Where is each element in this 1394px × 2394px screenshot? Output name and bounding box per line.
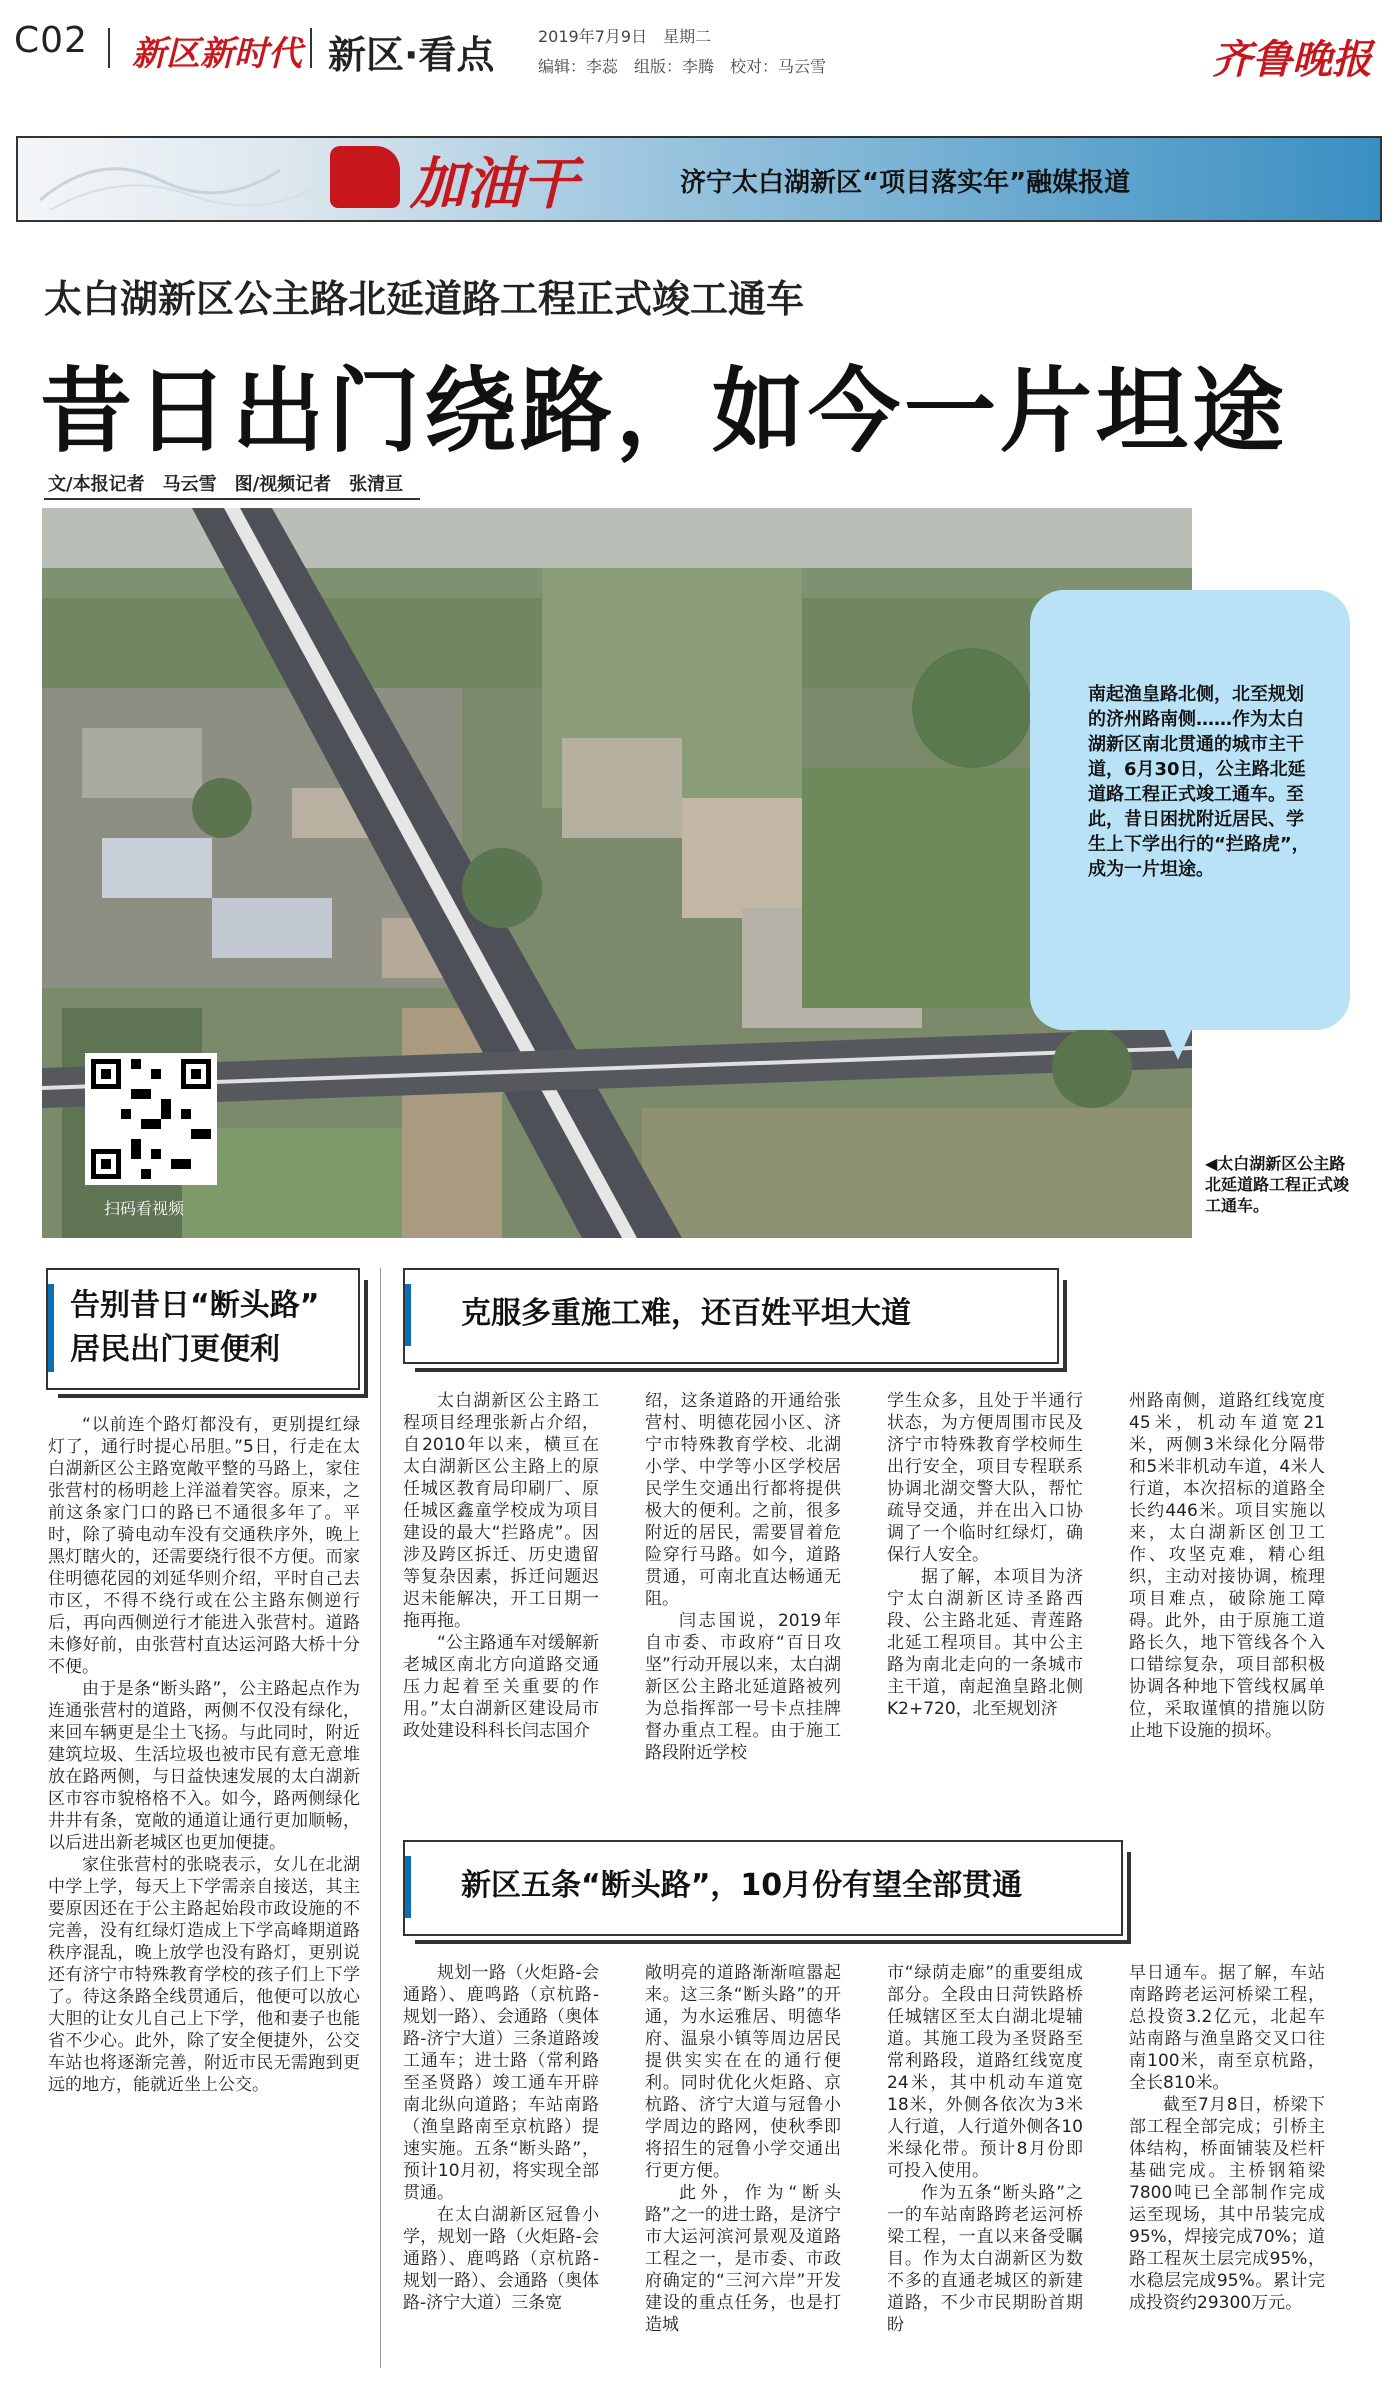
qr-label: 扫码看视频 bbox=[104, 1199, 185, 1218]
banner-report-title: 济宁太白湖新区“项目落实年”融媒报道 bbox=[680, 168, 1131, 198]
paragraph: 在太白湖新区冠鲁小学，规划一路（火炬路-会通路）、鹿鸣路（京杭路-规划一路）、会通路（奥体路-济宁大道）三条宽 bbox=[403, 2205, 599, 2313]
qr-code-icon bbox=[91, 1059, 211, 1179]
paragraph: 规划一路（火炬路-会通路）、鹿鸣路（京杭路-规划一路）、会通路（奥体路-济宁大道）三条道路竣工通车；进士路（常利路至圣贤路）竣工通车开辟南北纵向道路；车站南路（渔皇路南至京杭路）提速实施。五条“断头路”，预计10月初，将实现全部贯通。 bbox=[403, 1963, 599, 2203]
paragraph: 由于是条“断头路”，公主路起点作为连通张营村的道路，两侧不仅没有绿化，来回车辆更是尘土飞扬。与此同时，附近建筑垃圾、生活垃圾也被市民有意无意堆放在路两侧，与日益快速发展的太白湖新区市容市貌格格不入。如今，路两侧绿化井井有条，宽敞的通道让通行更加顺畅，以后进出新老城区也更加便捷。 bbox=[48, 1679, 360, 1853]
section1-title-line1: 告别昔日“断头路” bbox=[70, 1288, 320, 1323]
section3-heading-box bbox=[403, 1840, 1123, 1936]
column-divider bbox=[380, 1268, 381, 2368]
article-headline: 昔日出门绕路，如今一片坦途 bbox=[40, 358, 1289, 465]
section2-col3 bbox=[887, 1390, 1083, 1720]
paragraph: 绍，这条道路的开通给张营村、明德花园小区、济宁市特殊教育学校、北湖小学、中学等小区学校居民学生交通出行都将提供极大的便利。之前，很多附近的居民，需要冒着危险穿行马路。如今，道路贯通，可南北直达畅通无阻。 bbox=[645, 1391, 841, 1609]
heading-accent bbox=[405, 1284, 411, 1346]
paragraph: 州路南侧，道路红线宽度45米，机动车道宽21米，两侧3米绿化分隔带和5米非机动车道，4米人行道，本次招标的道路全长约446米。项目实施以来，太白湖新区创卫工作、攻坚克难，精心组织，主动对接协调，梳理项目难点，破除施工障碍。此外，由于原施工道路长久，地下管线各个入口错综复杂，项目部积极协调各种地下管线权属单位，采取谨慎的措施以防止地下设施的损坏。 bbox=[1129, 1391, 1325, 1741]
article-kicker: 太白湖新区公主路北延道路工程正式竣工通车 bbox=[44, 277, 805, 321]
section1-body bbox=[48, 1414, 360, 2096]
issue-date: 2019年7月9日 星期二 bbox=[538, 27, 712, 46]
paragraph: 作为五条“断头路”之一的车站南路跨老运河桥梁工程，一直以来备受瞩目。作为太白湖新区为数不多的直通老城区的新建道路，不少市民期盼首期盼 bbox=[887, 2183, 1083, 2335]
paragraph: 太白湖新区公主路工程项目经理张新占介绍，自2010年以来，横亘在太白湖新区公主路上的原任城区教育局印刷厂、原任城区鑫童学校成为项目建设的最大“拦路虎”。因涉及跨区拆迁、历史遗留等复杂因素，拆迁问题迟迟未能解决，开工日期一拖再拖。 bbox=[403, 1391, 599, 1631]
paragraph: 市“绿荫走廊”的重要组成部分。全段由日菏铁路桥任城辖区至太白湖北堤辅道。其施工段为圣贤路至常利路段，道路红线宽度24米，其中机动车道宽18米，外侧各依次为3米人行道，人行道外侧各10米绿化带。预计8月份即可投入使用。 bbox=[887, 1963, 1083, 2181]
callout-text: 南起渔皇路北侧，北至规划的济州路南侧……作为太白湖新区南北贯通的城市主干道，6月30日，公主路北延道路工程正式竣工通车。至此，昔日困扰附近居民、学生上下学出行的“拦路虎”，成为一片坦途。 bbox=[1088, 684, 1310, 880]
page-number: C02 bbox=[14, 20, 88, 61]
masthead-divider bbox=[310, 28, 312, 68]
qr-code[interactable] bbox=[85, 1053, 217, 1185]
article-byline: 文/本报记者 马云雪 图/视频记者 张清亘 bbox=[48, 474, 404, 495]
byline-rule bbox=[44, 498, 420, 500]
paragraph: “公主路通车对缓解新老城区南北方向道路交通压力起着至关重要的作用。”太白湖新区建设局市政处建设科科长闫志国介 bbox=[403, 1633, 599, 1741]
banner-slogan: 加油干 bbox=[410, 152, 578, 217]
section3-col1 bbox=[403, 1962, 599, 2314]
paragraph: “以前连个路灯都没有，更别提红绿灯了，通行时提心吊胆。”5日，行走在太白湖新区公主路宽敞平整的马路上，家住张营村的杨明趁上洋溢着笑容。原来，之前这条家门口的路已不通很多年了。平时，除了骑电动车没有交通秩序外，晚上黑灯瞎火的，还需要绕行很不方便。而家住明德花园的刘延华则介绍，平时自己去市区，不得不绕行或在公主路东侧逆行后，再向西侧逆行才能进入张营村。道路未修好前，由张营村直达运河路大桥十分不便。 bbox=[48, 1415, 360, 1677]
paragraph: 家住张营村的张晓表示，女儿在北湖中学上学，每天上下学需亲自接送，其主要原因还在于公主路起始段市政设施的不完善，没有红绿灯造成上下学高峰期道路秩序混乱，晚上放学也没有路灯，更别说还有济宁市特殊教育学校的孩子们上下学了。待这条路全线贯通后，他便可以放心大胆的让女儿自己上下学，他和妻子也能省不少心。此外，除了安全便捷外，公交车站也将逐渐完善，附近市民无需跑到更远的地方，能就近坐上公交。 bbox=[48, 1855, 360, 2095]
section3-col3 bbox=[887, 1962, 1083, 2336]
section2-col2 bbox=[645, 1390, 841, 1764]
section-name: 新区·看点 bbox=[328, 33, 495, 77]
newspaper-logo: 齐鲁晚报 bbox=[1212, 37, 1372, 83]
section1-title-line2: 居民出门更便利 bbox=[70, 1332, 280, 1367]
banner-decoration bbox=[40, 140, 340, 214]
section2-heading-box bbox=[403, 1268, 1059, 1364]
paragraph: 截至7月8日，桥梁下部工程全部完成；引桥主体结构，桥面铺装及栏杆基础完成。主桥钢箱梁7800吨已全部制作完成运至现场，其中吊装完成95%，焊接完成70%；道路工程灰土层完成95%，水稳层完成95%。累计完成投资约29300万元。 bbox=[1129, 2095, 1325, 2313]
paragraph: 早日通车。据了解，车站南路跨老运河桥梁工程，总投资3.2亿元，北起车站南路与渔皇路交叉口往南100米，南至京杭路，全长810米。 bbox=[1129, 1963, 1325, 2093]
heading-accent bbox=[405, 1856, 411, 1918]
paragraph: 闫志国说，2019年自市委、市政府“百日攻坚”行动开展以来，太白湖新区公主路北延道路被列为总指挥部一号卡点挂牌督办重点工程。由于施工路段附近学校 bbox=[645, 1611, 841, 1763]
paragraph: 此外，作为“断头路”之一的进士路，是济宁市大运河滨河景观及道路工程之一，是市委、市政府确定的“三河六岸”开发建设的重点任务，也是打造城 bbox=[645, 2183, 841, 2335]
section3-title: 新区五条“断头路”，10月份有望全部贯通 bbox=[461, 1868, 1023, 1903]
section1-heading-box bbox=[46, 1268, 360, 1390]
fist-icon bbox=[330, 146, 400, 208]
paragraph: 学生众多，且处于半通行状态，为方便周围市民及济宁市特殊教育学校师生出行安全，项目专程联系协调北湖交警大队，帮忙疏导交通，并在出入口协调了一个临时红绿灯，确保行人安全。 bbox=[887, 1391, 1083, 1565]
section2-col1 bbox=[403, 1390, 599, 1742]
callout-pointer bbox=[1160, 1020, 1196, 1060]
paragraph: 敞明亮的道路渐渐喧嚣起来。这三条“断头路”的开通，为水运雅居、明德华府、温泉小镇等周边居民提供实实在在的通行便利。同时优化火炬路、京杭路、济宁大道与冠鲁小学周边的路网，使秋季即将招生的冠鲁小学交通出行更方便。 bbox=[645, 1963, 841, 2181]
photo-caption: ◀太白湖新区公主路北延道路工程正式竣工通车。 bbox=[1205, 1154, 1350, 1215]
section-brand: 新区新时代 bbox=[132, 34, 302, 74]
paragraph: 据了解，本项目为济宁太白湖新区诗圣路西段、公主路北延、青莲路北延工程项目。其中公主路为南北走向的一条城市主干道，南起渔皇路北侧K2+720，北至规划济 bbox=[887, 1567, 1083, 1719]
masthead-divider bbox=[108, 28, 110, 68]
section3-col2 bbox=[645, 1962, 841, 2336]
section3-col4 bbox=[1129, 1962, 1325, 2314]
heading-accent bbox=[48, 1284, 54, 1372]
section2-title: 克服多重施工难，还百姓平坦大道 bbox=[461, 1296, 911, 1331]
editor-credits: 编辑：李蕊 组版：李腾 校对：马云雪 bbox=[538, 57, 827, 76]
section2-col4 bbox=[1129, 1390, 1325, 1742]
